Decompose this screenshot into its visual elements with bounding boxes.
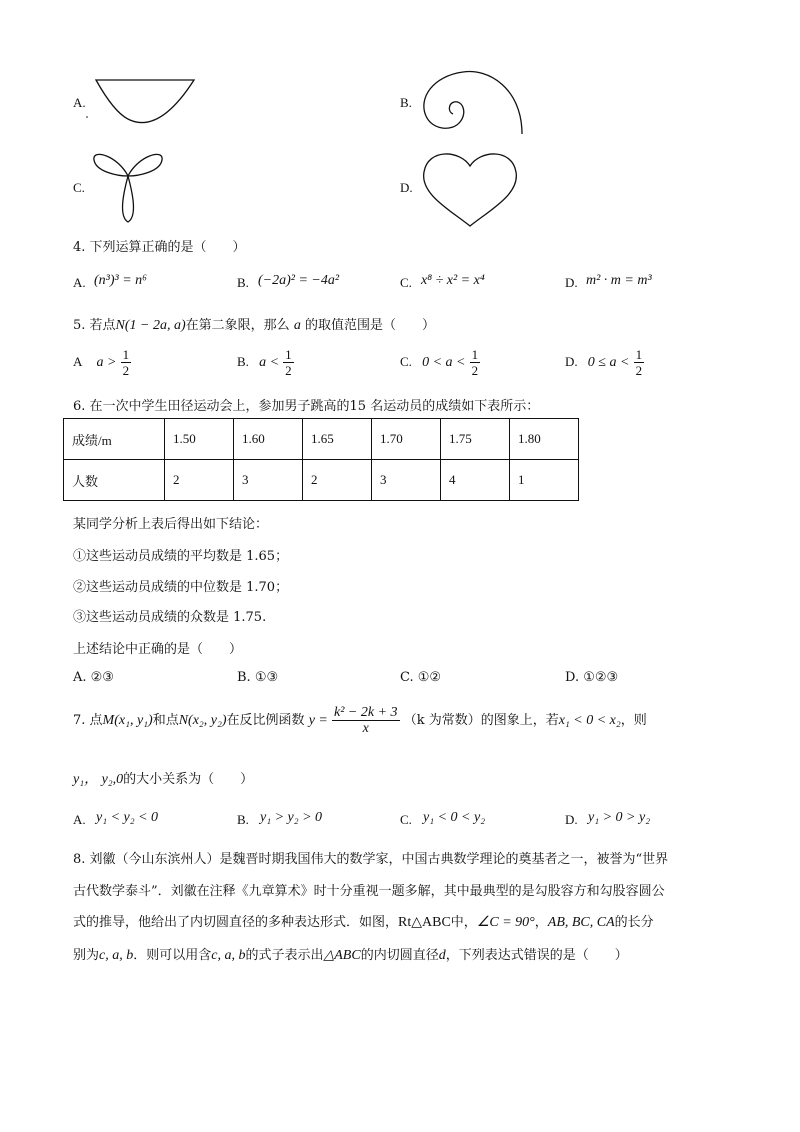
q7-and: 和点 (152, 713, 179, 728)
q3-option-d-label: D. (400, 180, 413, 195)
q6-count-cell: 3 (234, 460, 303, 501)
q7-option-d-expr: y₁ > 0 > y₂ (588, 810, 651, 825)
q8-sides: AB, BC, CA (547, 915, 615, 930)
q6-count-cell: 4 (441, 460, 510, 501)
q4-option-a-expr: (n³)³ = n⁶ (94, 273, 148, 288)
q5-option-d (565, 347, 644, 378)
q6-score-cell: 1.60 (234, 419, 303, 460)
q8-line3-mid: 中， (450, 915, 477, 930)
q7-point-n: N(x₂, y₂) (178, 713, 227, 728)
q4-option-c-label: C. (400, 275, 412, 290)
q8-line4-pre: 别为 (73, 948, 100, 963)
q8-line4-mid: ．则可以用含 (133, 948, 212, 963)
q5-option-b (237, 347, 294, 378)
q6-conclusion-2: ②这些运动员成绩的中位数是 1.70； (73, 580, 289, 595)
q7-line2-post: 的大小关系为（ ） (123, 772, 254, 787)
q6-count-cell: 3 (372, 460, 441, 501)
q5-option-a-fraction: $\frac{1}{2}$ (122, 347, 130, 378)
q5-option-d-lhs: 0 ≤ a < (587, 355, 630, 370)
q8-triangle-2: △ABC (323, 948, 361, 963)
q4-option-b-label: B. (237, 275, 249, 290)
q8-vars: c, a, b (99, 948, 134, 963)
q6-score-cell: 1.50 (165, 419, 234, 460)
q7-then: ，则 (620, 713, 647, 728)
q6-conclusion-1: ①这些运动员成绩的平均数是 1.65； (73, 549, 289, 564)
q8-line4-mid2: 的式子表示出 (245, 948, 324, 963)
q7-on-func: 在反比例函数 (226, 713, 305, 728)
q4-option-d-label: D. (565, 275, 578, 290)
q7-option-a-label: A. (73, 812, 86, 827)
q6-score-cell: 1.80 (510, 419, 579, 460)
q8-line3-pre: 式的推导，他给出了内切圆直径的多种表达形式．如图， (73, 915, 399, 930)
q5-stem (73, 314, 435, 334)
q5-option-c-label: C. (400, 354, 412, 369)
q6-row1-header: 成绩/m (64, 419, 165, 460)
q5-option-a-lhs: a > (96, 355, 117, 370)
q3-option-d-figure (420, 148, 520, 230)
q5-option-b-lhs: a < (259, 355, 280, 370)
q6-score-table (63, 418, 579, 501)
q5-stem-pre: 5. 若点 (73, 318, 116, 333)
q6-analysis: 某同学分析上表后得出如下结论： (73, 517, 269, 532)
q7-stem-line2 (73, 768, 253, 788)
q7-option-c-label: C. (400, 812, 412, 827)
q8-line4-mid3: 的内切圆直径 (360, 948, 439, 963)
q7-k-const: （k 为常数）的图象上，若 (403, 713, 559, 728)
q7-option-c-expr: y₁ < 0 < y₂ (423, 810, 486, 825)
q5-option-a-label: A (73, 354, 83, 369)
q4-option-c-expr: x⁸ ÷ x² = x⁴ (421, 273, 485, 288)
q4-stem: 4. 下列运算正确的是（ ） (73, 240, 246, 255)
q6-stem: 6. 在一次中学生田径运动会上，参加男子跳高的15 名运动员的成绩如下表所示： (73, 399, 540, 414)
q8-vars-2: c, a, b (211, 948, 246, 963)
q8-angle: ∠C = 90° (476, 915, 535, 930)
q7-condition: x₁ < 0 < x₂ (558, 713, 621, 728)
table-row (64, 419, 579, 460)
q5-option-c (400, 347, 480, 378)
q6-count-cell: 1 (510, 460, 579, 501)
q8-line4 (73, 944, 628, 964)
q7-option-d-label: D. (565, 812, 578, 827)
q5-option-d-fraction: $\frac{1}{2}$ (635, 347, 643, 378)
q3-option-b-label: B. (400, 95, 412, 110)
q7-y-eq: y = (308, 713, 328, 728)
q5-option-b-label: B. (237, 354, 249, 369)
q6-conclusion-3: ③这些运动员成绩的众数是 1.75. (73, 610, 267, 625)
q6-score-cell: 1.65 (303, 419, 372, 460)
q5-stem-mid: 在第二象限，那么 (185, 318, 290, 333)
q5-option-d-label: D. (565, 354, 578, 369)
q5-option-b-fraction: $\frac{1}{2}$ (285, 347, 292, 378)
q7-option-a-expr: y₁ < y₂ < 0 (96, 810, 159, 825)
q5-stem-post: 的取值范围是（ ） (304, 318, 435, 333)
q7-point-m: M(x₁, y₁) (102, 713, 153, 728)
q7-stem-line1 (73, 705, 647, 736)
q6-count-cell: 2 (165, 460, 234, 501)
q5-option-c-fraction: $\frac{1}{2}$ (471, 347, 479, 378)
q5-option-a (73, 347, 131, 378)
q8-line1: 8. 刘徽（今山东滨州人）是魏晋时期我国伟大的数学家，中国古典数学理论的奠基者之一，被誉为“世界 (73, 852, 669, 867)
q6-option-a: A. ②③ (73, 670, 114, 685)
q6-option-d: D. ①②③ (565, 670, 619, 685)
q7-option-b-expr: y₁ > y₂ > 0 (260, 810, 323, 825)
q8-triangle: Rt△ABC (398, 915, 451, 930)
q3-option-a-figure (90, 78, 200, 128)
q4-option-a-label: A. (73, 275, 86, 290)
q8-line3-post: 的长分 (614, 915, 654, 930)
q8-line3: 式的推导，他给出了内切圆直径的多种表达形式．如图，Rt△ABC中，∠C = 90°，AB, BC, CA的长分 (73, 915, 654, 930)
q4-option-d-expr: m² · m = m³ (586, 273, 652, 288)
q6-option-b: B. ①③ (237, 670, 279, 685)
q6-count-cell: 2 (303, 460, 372, 501)
q7-vars: y₁， y₂,0 (73, 772, 124, 787)
q6-score-cell: 1.75 (441, 419, 510, 460)
q7-option-b-label: B. (237, 812, 249, 827)
q6-option-c: C. ①② (400, 670, 442, 685)
q5-point: N(1 − 2a, a) (115, 318, 186, 333)
q7-stem-pre: 7. 点 (73, 713, 103, 728)
q4-option-b-expr: (−2a)² = −4a² (258, 273, 340, 288)
q6-question: 上述结论中正确的是（ ） (73, 642, 243, 657)
q6-row2-header: 人数 (64, 460, 165, 501)
q7-function-fraction: $\frac{\text{k² − 2k + 3}}{x}$ (334, 705, 398, 736)
q3-option-a-label: A. (73, 95, 86, 110)
q5-option-c-lhs: 0 < a < (422, 355, 466, 370)
q3-option-c-figure (88, 146, 168, 226)
table-row (64, 460, 579, 501)
q3-option-b-figure (418, 68, 528, 138)
q3-option-c-label: C. (73, 180, 85, 195)
q8-line4-post: ，下列表达式错误的是（ ） (445, 948, 628, 963)
q8-line2: 古代数学泰斗”．刘徽在注释《九章算术》时十分重视一题多解，其中最典型的是勾股容方和勾股容圆公 (73, 884, 665, 899)
q5-var: a (293, 318, 301, 333)
q6-score-cell: 1.70 (372, 419, 441, 460)
q8-d: d (438, 948, 446, 963)
